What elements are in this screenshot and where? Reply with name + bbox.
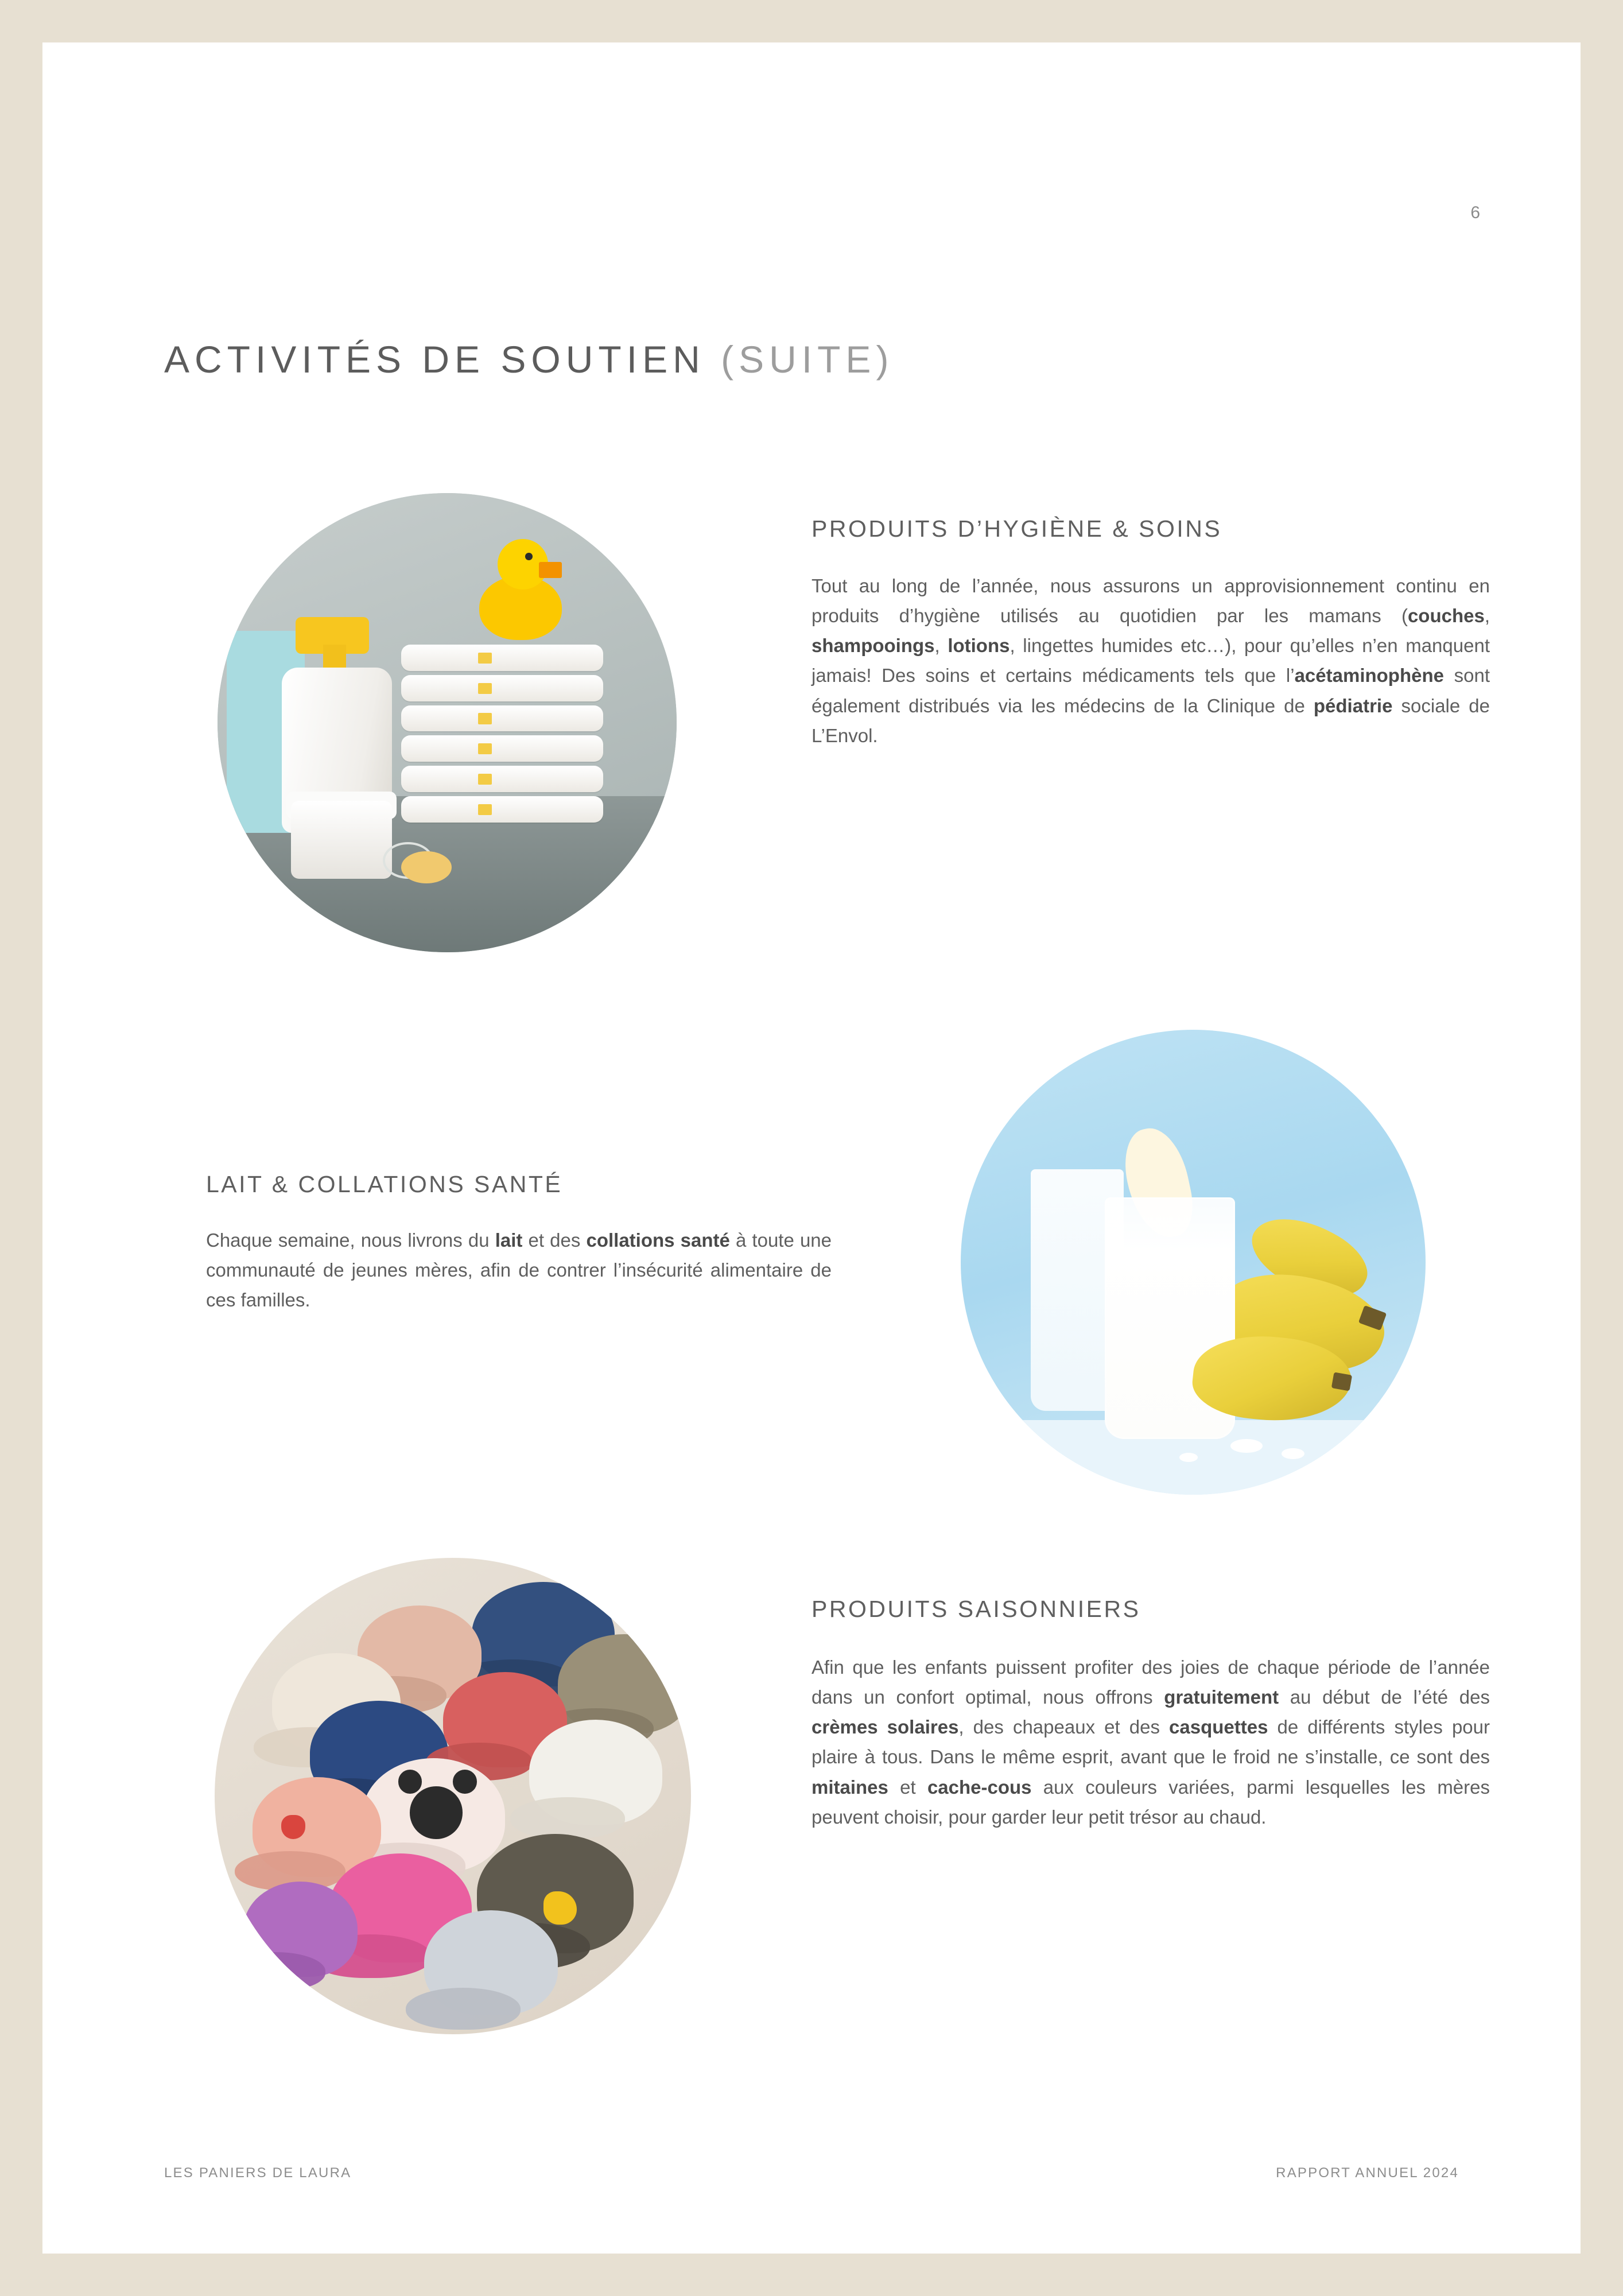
emphasis-text: cache-cous [927, 1776, 1032, 1798]
body-text: , des chapeaux et des [958, 1716, 1170, 1738]
emphasis-text: pédiatrie [1313, 695, 1393, 716]
page-title-main: ACTIVITÉS DE SOUTIEN [164, 338, 721, 381]
emphasis-text: lait [495, 1230, 523, 1251]
section-body-saisonniers [812, 1653, 1490, 1832]
banana-tip-2 [1331, 1372, 1353, 1391]
page-title [164, 338, 894, 381]
body-text: aux couleurs variées, parmi lesquelles les mères peuvent choisir, pour garder leur petit trésor au chaud. [812, 1776, 1490, 1828]
footer-right: RAPPORT ANNUEL 2024 [1276, 2165, 1459, 2181]
minnie-ear-left-icon [398, 1770, 422, 1794]
photo-milk-and-bananas [961, 1030, 1426, 1495]
emphasis-text: acétaminophène [1294, 665, 1444, 687]
cap-purple [243, 1882, 358, 1977]
page-number: 6 [1470, 203, 1481, 222]
body-text: Chaque semaine, nous livrons du [206, 1230, 495, 1251]
section-heading-lait: LAIT & COLLATIONS SANTÉ [206, 1171, 563, 1198]
emphasis-text: gratuitement [1164, 1686, 1279, 1708]
body-text: à toute une communauté de jeunes mères, afin de contrer l’insécurité alimentaire de ces familles. [206, 1230, 832, 1311]
cap-white-floral [529, 1720, 662, 1825]
cream-jar [291, 801, 392, 879]
body-text: de différents styles pour plaire à tous. Dans le même esprit, avant que le froid ne s’installe, ce sont des [812, 1716, 1490, 1768]
rubber-duck-beak [539, 562, 562, 578]
emphasis-text: lotions [948, 635, 1010, 657]
section-body-lait [206, 1225, 832, 1315]
photo-childrens-caps [215, 1558, 691, 2034]
body-text: sont également distribués via les médecins de la Clinique de [812, 665, 1490, 716]
rubber-duck-eye [525, 553, 533, 560]
section-body-hygiene [812, 571, 1490, 751]
page-title-suffix: (SUITE) [721, 338, 894, 381]
body-text: , [1484, 605, 1490, 627]
footer-left: LES PANIERS DE LAURA [164, 2165, 352, 2181]
photo-hygiene-products [218, 493, 677, 952]
pacifier [401, 851, 452, 883]
emphasis-text: shampooings [812, 635, 935, 657]
body-text: et [888, 1776, 927, 1798]
strawberry-patch-icon [281, 1815, 305, 1839]
emphasis-text: couches [1407, 605, 1485, 627]
emphasis-text: mitaines [812, 1776, 888, 1798]
emphasis-text: collations santé [586, 1230, 730, 1251]
body-text: , lingettes humides etc…), pour qu’elles n’en manquent jamais! Des soins et certains médicaments tels que l’ [812, 635, 1490, 687]
body-text: Tout au long de l’année, nous assurons un approvisionnement continu en produits d’hygiène utilisés au quotidien par les mamans ( [812, 575, 1490, 627]
body-text: et des [522, 1230, 587, 1251]
emphasis-text: crèmes solaires [812, 1716, 959, 1738]
section-heading-saisonniers: PRODUITS SAISONNIERS [812, 1596, 1141, 1623]
dino-patch-icon [543, 1891, 577, 1925]
cap-khaki [558, 1634, 691, 1734]
body-text: sociale de L’Envol. [812, 695, 1490, 746]
section-heading-hygiene: PRODUITS D’HYGIÈNE & SOINS [812, 515, 1222, 542]
body-text: , [934, 635, 948, 657]
cap-grey [424, 1910, 557, 2015]
minnie-face-icon [410, 1786, 462, 1839]
emphasis-text: casquettes [1169, 1716, 1268, 1738]
minnie-ear-right-icon [453, 1770, 477, 1794]
document-page [42, 42, 1581, 2254]
body-text: au début de l’été des [1279, 1686, 1490, 1708]
diaper-stack [401, 645, 603, 847]
body-text: Afin que les enfants puissent profiter des joies de chaque période de l’année dans un confort optimal, nous offrons [812, 1657, 1490, 1708]
